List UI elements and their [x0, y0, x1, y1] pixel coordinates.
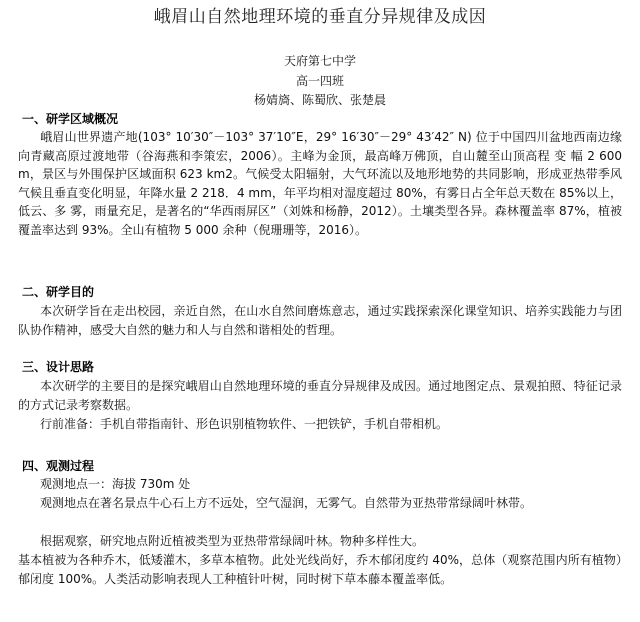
design-paragraph: 本次研学的主要目的是探究峨眉山自然地理环境的垂直分异规律及成因。通过地图定点、景观拍照、特征记录的方式记录考察数据。: [18, 379, 622, 412]
document-title: 峨眉山自然地理环境的垂直分异规律及成因: [153, 7, 487, 27]
author-names: 杨婧旖、陈蜀欣、张楚晨: [253, 93, 386, 107]
preparation-paragraph: 行前准备：手机自带指南针、形色识别植物软件、一把铁铲，手机自带相机。: [40, 417, 449, 431]
section-heading-overview: 一、研学区域概况: [22, 112, 119, 126]
section-heading-observation: 四、观测过程: [22, 459, 95, 473]
observation-site-paragraph: 观测地点在著名景点牛心石上方不远处，空气湿润，无雾气。自然带为亚热带常绿阔叶林带。: [40, 496, 533, 510]
school-name: 天府第七中学: [283, 54, 356, 68]
class-name: 高一四班: [295, 74, 344, 88]
purpose-paragraph: 本次研学旨在走出校园，亲近自然，在山水自然间磨炼意志，通过实践探索深化课堂知识、培养实践能力与团队协作精神，感受大自然的魅力和人与自然和谐相处的哲理。: [18, 304, 622, 337]
observation-site-label: 观测地点一：海拔 730m 处: [40, 477, 191, 491]
section-heading-design: 三、设计思路: [22, 360, 95, 374]
vegetation-type-paragraph: 根据观察，研究地点附近植被类型为亚热带常绿阔叶林。物种多样性大。: [40, 534, 425, 548]
section-heading-purpose: 二、研学目的: [22, 285, 95, 299]
overview-paragraph: 峨眉山世界遗产地(103° 10′30″－103° 37′10″E，29° 16′30″－29° 43′42″ N) 位于中国四川盆地西南边缘向青藏高原过渡地带（谷海燕和李策宏，2006）。主峰为金顶，最高峰万佛顶，自山麓至山顶高程 变 幅 2 600 m，景区与外围保护区域面积 623 km2。气候受太阳辐射，大气环流以及地形地势的共同影响，形成亚热带季风气候且垂直变化明显，年降水量 2 218．4 mm，年平均相对湿度超过 80%，有雾日占全年总天数在 85%以上，低云、多 雾，雨量充足，是著名的“华西雨屏区”（刘姝和杨静，2012）。土壤类型各异。森林覆盖率 87%，植被覆盖率达到 93%。全山有植物 5 000 余种（倪珊珊等，2016）。: [18, 130, 622, 237]
vegetation-detail-paragraph: 基本植被为各种乔木，低矮灌木，多草本植物。此处光线尚好，乔木郁闭度约 40%，总体（观察范围内所有植物）郁闭度 100%。人类活动影响表现人工种植针叶树，同时树下草本藤本覆盖率低。: [18, 553, 622, 586]
